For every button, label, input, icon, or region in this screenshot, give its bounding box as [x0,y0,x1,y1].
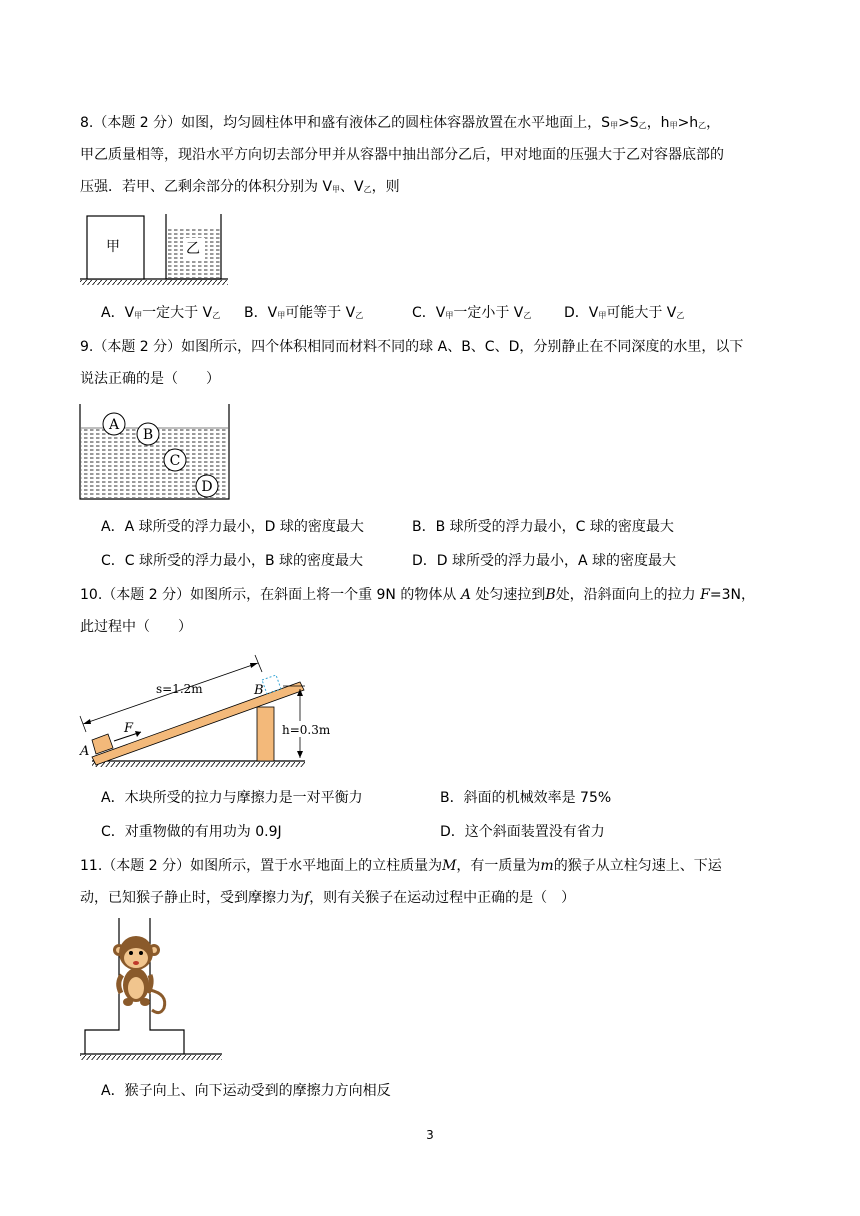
q8-line2: 甲乙质量相等，现沿水平方向切去部分甲并从容器中抽出部分乙后，甲对地面的压强大于乙对容器底部的 [80,147,724,163]
q10-s-label: s=1.2m [156,682,203,696]
q10-line1: 10.（本题 2 分）如图所示，在斜面上将一个重 9N 的物体从 A 处匀速拉到B处，沿斜面向上的拉力 F=3N， [80,587,755,603]
q8-option-b: B．V甲可能等于 V乙 [244,305,364,321]
q9-ball-a-label: A [108,417,120,433]
q10-line2: 此过程中（ ） [80,619,192,635]
q8-option-d: D．V甲可能大于 V乙 [564,305,685,321]
q8-line3: 压强．若甲、乙剩余部分的体积分别为 V甲、V乙，则 [80,179,400,195]
q10-b-label: B [254,683,264,698]
q9-option-a: A．A 球所受的浮力最小，D 球的密度最大 [101,519,364,535]
q9-option-b: B．B 球所受的浮力最小，C 球的密度最大 [412,519,674,535]
q10-option-a: A．木块所受的拉力与摩擦力是一对平衡力 [101,790,363,806]
q8-label-jia: 甲 [106,239,120,255]
q9-line1: 9.（本题 2 分）如图所示，四个体积相同而材料不同的球 A、B、C、D，分别静止在不同深度的水里，以下 [80,339,744,355]
q11-monkey [113,936,165,1013]
q9-line2: 说法正确的是（ ） [80,371,220,387]
q10-h-label: h=0.3m [282,723,331,737]
q9-ball-d-label: D [201,479,213,495]
q10-a-label: A [80,744,90,759]
q8-option-c: C．V甲一定小于 V乙 [412,305,532,321]
q8-option-a: A．V甲一定大于 V乙 [101,305,221,321]
page-number: 3 [426,1128,434,1142]
q10-option-c: C．对重物做的有用功为 0.9J [101,824,282,840]
q11-line2: 动，已知猴子静止时，受到摩擦力为f，则有关猴子在运动过程中正确的是（ ） [80,890,576,906]
q9-option-d: D．D 球所受的浮力最小，A 球的密度最大 [412,553,677,569]
q8-label-yi: 乙 [186,241,200,257]
q9-ball-c-label: C [169,453,181,469]
q8-line1: 8.（本题 2 分）如图，均匀圆柱体甲和盛有液体乙的圆柱体容器放置在水平地面上，S甲>S乙，h甲>h乙， [80,115,721,131]
q11-pillar-left [85,918,119,1054]
q11-pillar-right [150,918,184,1054]
q11-ground-hatch [80,1055,222,1060]
q11-option-a: A．猴子向上、向下运动受到的摩擦力方向相反 [101,1083,391,1099]
q9-ball-b-label: B [142,427,154,443]
q10-option-d: D．这个斜面装置没有省力 [440,824,605,840]
q10-f-label: F [124,721,134,736]
q9-option-c: C．C 球所受的浮力最小，B 球的密度最大 [101,553,364,569]
q11-line1: 11.（本题 2 分）如图所示，置于水平地面上的立柱质量为M，有一质量为m的猴子从立柱匀速上、下运 [80,858,722,874]
q10-option-b: B．斜面的机械效率是 75% [440,790,612,806]
